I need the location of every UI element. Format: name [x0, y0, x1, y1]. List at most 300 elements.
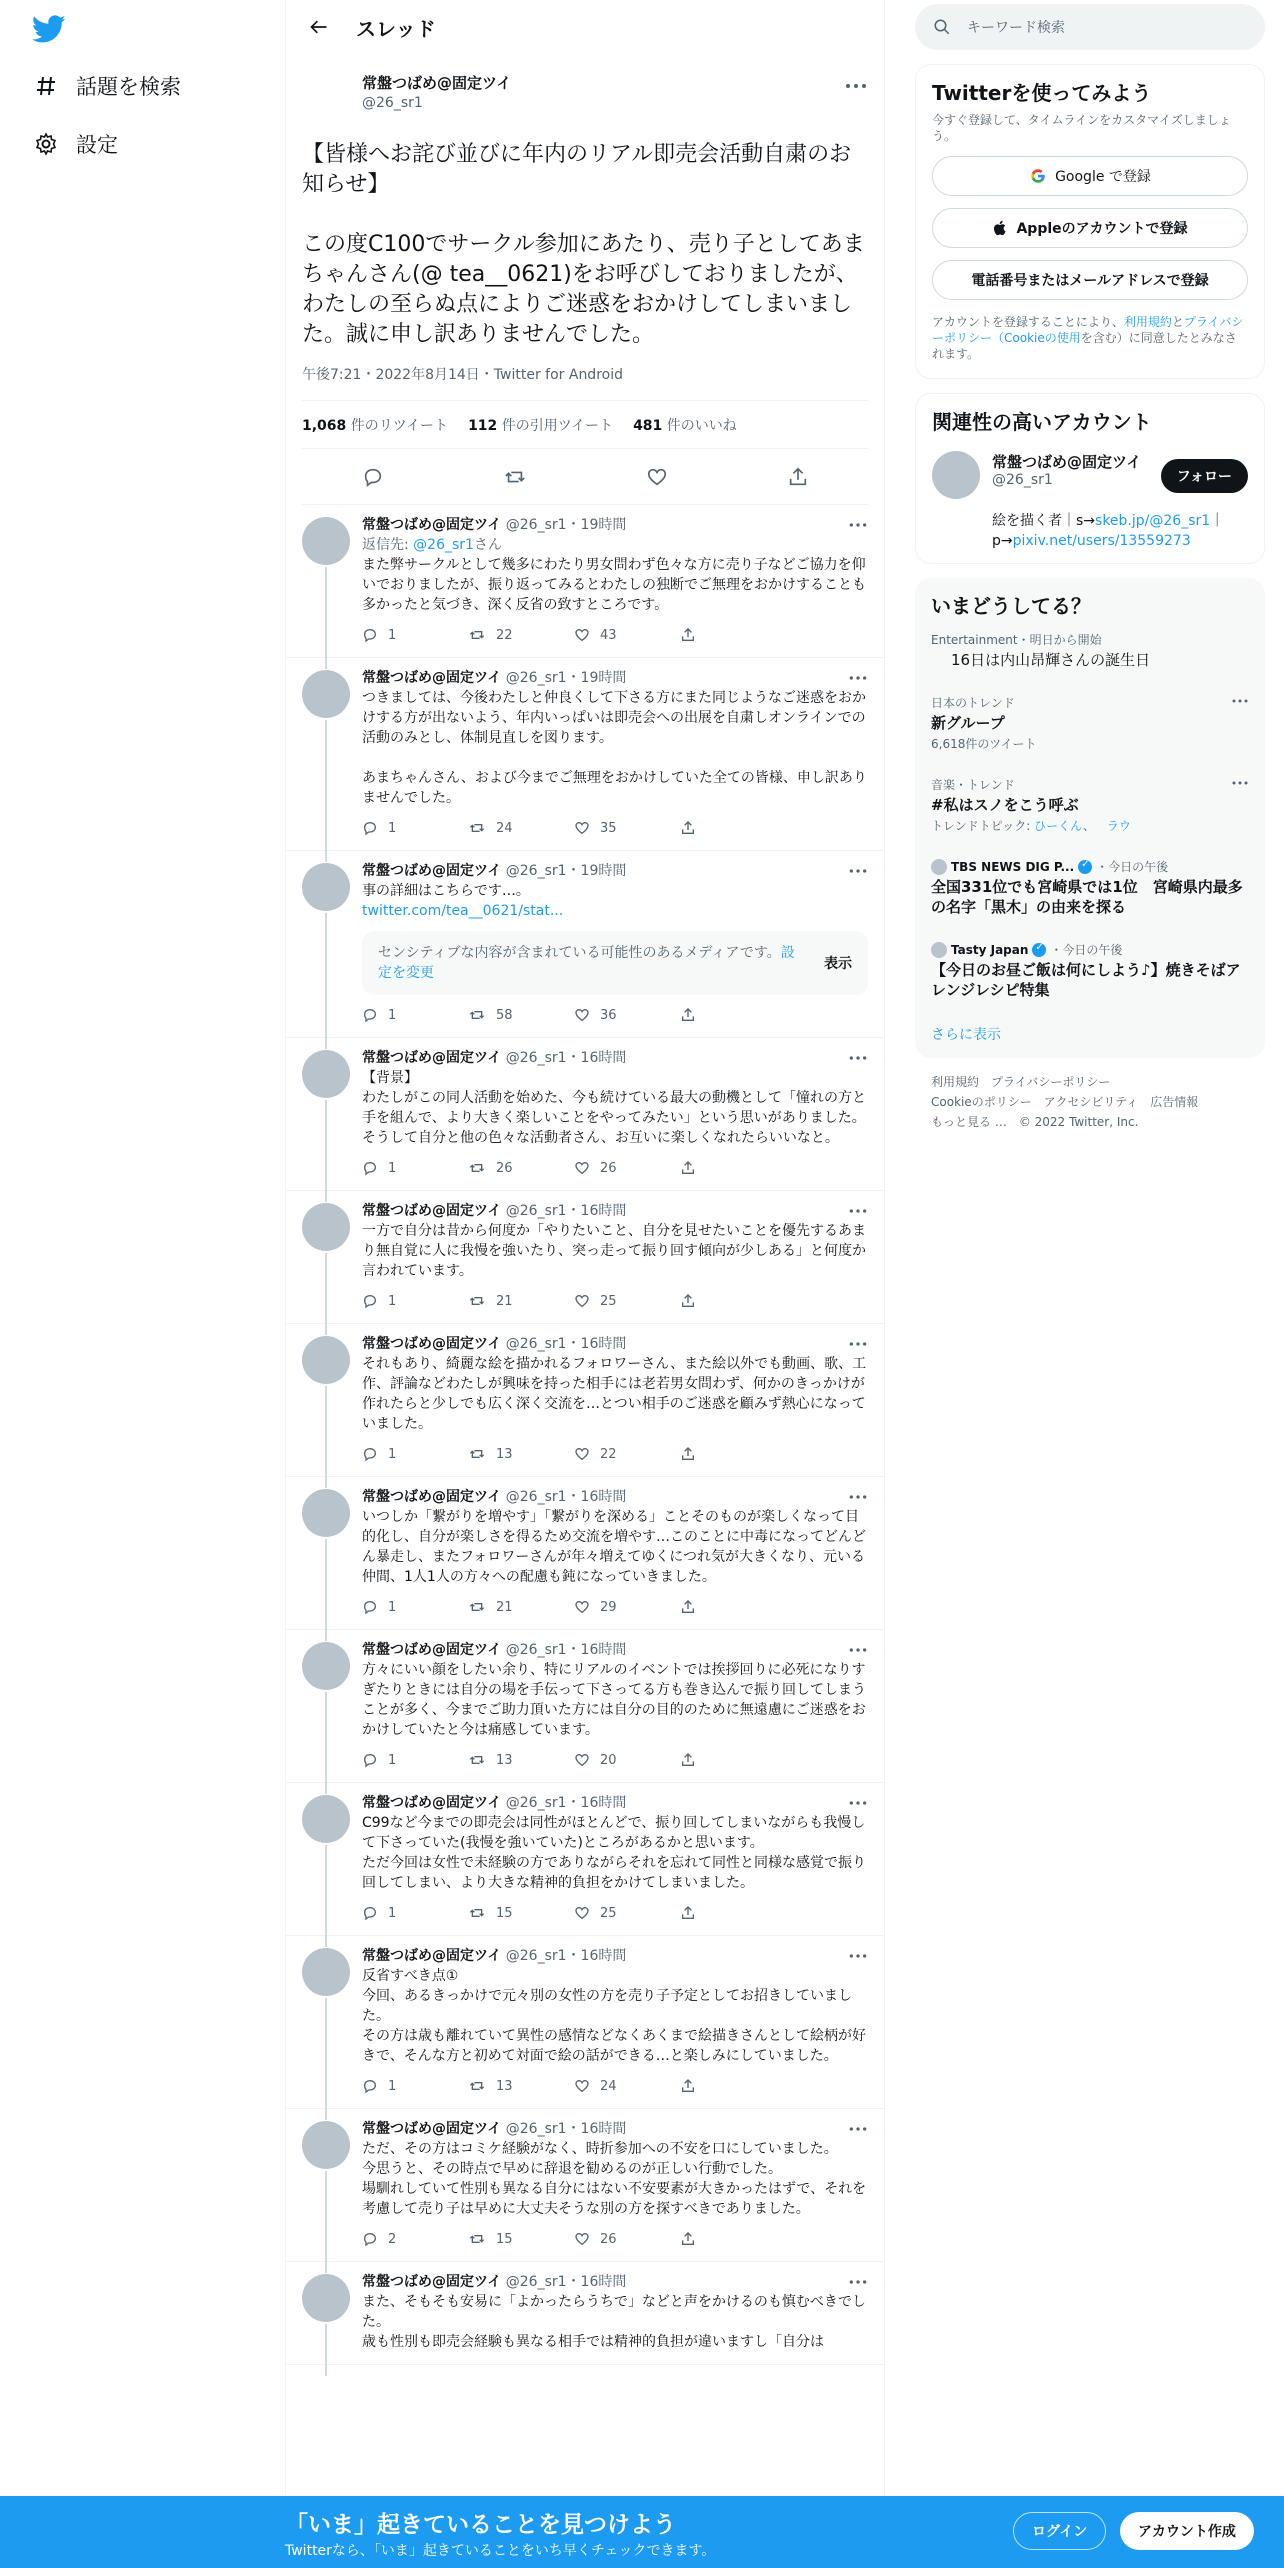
like-icon[interactable] — [574, 2078, 590, 2094]
reply-author-handle[interactable]: @26_sr1 — [505, 2274, 567, 2290]
avatar[interactable] — [302, 863, 350, 911]
reply-author-handle[interactable]: @26_sr1 — [505, 1203, 567, 1219]
like-count: 24 — [600, 2078, 617, 2094]
retweet-icon[interactable] — [468, 1160, 486, 1176]
retweet-icon[interactable] — [468, 1752, 486, 1768]
google-signup-label: Google で登録 — [1055, 169, 1151, 185]
more-icon[interactable] — [848, 1491, 868, 1503]
quotes-stat[interactable] — [468, 415, 613, 435]
reply-header — [362, 1048, 868, 1068]
reply-author-name[interactable]: 常盤つばめ@固定ツイ — [362, 1050, 502, 1066]
share-action[interactable] — [680, 1007, 786, 1023]
trend-topics-prefix: トレンドトピック: — [931, 819, 1035, 833]
like-count: 22 — [600, 1446, 617, 1462]
create-account-button[interactable]: アカウント作成 — [1120, 2512, 1254, 2550]
avatar[interactable] — [302, 1948, 350, 1996]
reply-actions — [362, 1597, 868, 1617]
share-icon[interactable] — [680, 1599, 696, 1615]
retweet-action[interactable] — [468, 627, 574, 643]
reply-tweet[interactable] — [286, 658, 884, 851]
like-action[interactable] — [574, 2231, 680, 2247]
reply-tweet[interactable] — [286, 2109, 884, 2262]
retweet-icon[interactable] — [468, 1293, 486, 1309]
more-icon[interactable] — [848, 672, 868, 684]
avatar[interactable] — [302, 2274, 350, 2322]
reply-icon[interactable] — [362, 1599, 378, 1615]
share-icon[interactable] — [680, 1752, 696, 1768]
avatar[interactable] — [302, 1203, 350, 1251]
avatar[interactable] — [302, 1489, 350, 1537]
reply-action[interactable] — [362, 1752, 468, 1768]
footer-accessibility[interactable]: アクセシビリティ — [1043, 1095, 1139, 1109]
retweet-action[interactable] — [468, 2231, 574, 2247]
thread-header — [286, 0, 884, 54]
likes-stat[interactable] — [633, 415, 737, 435]
reply-tweet[interactable] — [286, 2262, 884, 2365]
share-icon[interactable] — [680, 1007, 696, 1023]
reply-text: 【背景】 わたしがこの同人活動を始めた、今も続けている最大の動機として「憧れの方と手を組んで、より大きく楽しいことをやってみたい」という思いがありました。 そうして自分と他の色々な活動者さん、お互いに楽しくなれたらいいなと。 — [362, 1070, 866, 1146]
retweet-action[interactable] — [468, 1905, 574, 1921]
nav-explore[interactable] — [32, 66, 181, 106]
share-action[interactable] — [680, 1446, 786, 1462]
signup-legal-note — [932, 314, 1248, 362]
retweet-count: 13 — [496, 2078, 513, 2094]
reply-action[interactable] — [362, 2231, 468, 2247]
retweet-count: 26 — [496, 1160, 513, 1176]
reply-author-name[interactable]: 常盤つばめ@固定ツイ — [362, 517, 502, 533]
more-icon[interactable] — [844, 78, 868, 94]
like-count: 43 — [600, 627, 617, 643]
trend-item[interactable] — [915, 764, 1265, 846]
related-user-handle[interactable]: @26_sr1 — [992, 472, 1053, 488]
reply-tweet[interactable] — [286, 1477, 884, 1630]
like-icon[interactable] — [574, 2231, 590, 2247]
share-icon[interactable] — [680, 2078, 696, 2094]
trends-title: いまどうしてる？ — [931, 594, 1091, 618]
reply-header — [362, 1640, 868, 1660]
share-icon[interactable] — [680, 1446, 696, 1462]
reply-author-name[interactable]: 常盤つばめ@固定ツイ — [362, 1489, 502, 1505]
reply-action[interactable] — [362, 820, 468, 836]
reply-count: 1 — [388, 1160, 397, 1176]
reply-time[interactable]: ・16時間 — [566, 1642, 627, 1658]
reply-tweet[interactable] — [286, 1324, 884, 1477]
retweets-stat[interactable] — [302, 415, 448, 435]
retweet-action[interactable] — [468, 1293, 574, 1309]
reply-time[interactable]: ・19時間 — [566, 863, 627, 879]
share-action[interactable] — [680, 1905, 786, 1921]
related-user-bio — [932, 511, 1248, 551]
reply-icon[interactable] — [362, 466, 384, 488]
avatar[interactable] — [302, 2121, 350, 2169]
share-action[interactable] — [680, 627, 786, 643]
reply-author-handle[interactable]: @26_sr1 — [505, 1948, 567, 1964]
related-user[interactable] — [932, 451, 1248, 499]
sensitive-warning-text: センシティブな内容が含まれている可能性のあるメディアです。 — [378, 945, 781, 961]
reply-actions — [362, 1903, 868, 1923]
more-icon[interactable] — [1231, 696, 1249, 706]
main-tweet-user[interactable] — [302, 72, 868, 116]
footer-terms[interactable]: 利用規約 — [931, 1075, 980, 1089]
phone-email-signup-label: 電話番号またはメールアドレスで登録 — [971, 273, 1209, 289]
change-settings-link[interactable]: 設定を変更 — [378, 945, 795, 981]
reply-count: 1 — [388, 1446, 397, 1462]
banner-title: 「いま」起きていることを見つけよう — [285, 2512, 676, 2538]
main-tweet-name[interactable]: 常盤つばめ@固定ツイ — [362, 74, 512, 92]
share-action[interactable] — [680, 2231, 786, 2247]
like-action[interactable] — [574, 1446, 680, 1462]
like-action[interactable] — [574, 2078, 680, 2094]
reply-link[interactable]: twitter.com/tea__0621/stat... — [362, 903, 564, 919]
reply-header — [362, 1487, 868, 1507]
like-icon[interactable] — [574, 1007, 590, 1023]
reply-author-name[interactable]: 常盤つばめ@固定ツイ — [362, 2121, 502, 2137]
like-count: 26 — [600, 2231, 617, 2247]
reply-action[interactable] — [362, 1007, 468, 1023]
apple-signup-button[interactable] — [932, 208, 1248, 248]
show-media-button[interactable]: 表示 — [824, 956, 852, 972]
nav-settings[interactable] — [32, 124, 118, 164]
main-tweet-text: 【皆様へお詫び並びに年内のリアル即売会活動自粛のお知らせ】 この度C100でサークル参加にあたり、売り子としてあまちゃんさん(@ tea__0621)をお呼びしておりましたが、わたしの至らぬ点によりご迷惑をおかけしてしまいました。誠に申し訳ありませんでした。 — [302, 142, 865, 347]
reply-icon[interactable] — [362, 1007, 378, 1023]
google-signup-button[interactable] — [932, 156, 1248, 196]
privacy-link[interactable]: プライバシーポリシー（Cookieの使用 — [932, 315, 1244, 345]
news-source-name: TBS NEWS DIG P... — [951, 859, 1075, 874]
retweet-count: 13 — [496, 1752, 513, 1768]
sensitive-media-warning — [362, 931, 868, 995]
twitter-logo-icon[interactable] — [32, 12, 66, 46]
share-icon[interactable] — [680, 2231, 696, 2247]
reply-tweet[interactable] — [286, 1936, 884, 2109]
retweet-count: 15 — [496, 2231, 513, 2247]
like-icon[interactable] — [574, 1160, 590, 1176]
thread-line — [325, 1845, 327, 1947]
like-icon[interactable] — [574, 1599, 590, 1615]
reply-author-handle[interactable]: @26_sr1 — [505, 863, 567, 879]
reply-action[interactable] — [362, 1905, 468, 1921]
reply-icon[interactable] — [362, 2078, 378, 2094]
like-action[interactable] — [574, 1007, 680, 1023]
signup-card-subtitle: 今すぐ登録して、タイムラインをカスタマイズしましょう。 — [932, 113, 1231, 143]
more-icon[interactable] — [848, 1205, 868, 1217]
like-count: 36 — [600, 1007, 617, 1023]
search-input[interactable]: キーワード検索 — [967, 20, 1065, 36]
news-source — [931, 941, 1249, 958]
trend-name: 16日は内山昂輝さんの誕生日 — [951, 651, 1151, 669]
avatar[interactable] — [302, 670, 350, 718]
reply-icon[interactable] — [362, 627, 378, 643]
reply-author-handle[interactable]: @26_sr1 — [505, 1795, 567, 1811]
like-icon[interactable] — [574, 1905, 590, 1921]
reply-text: 反省すべき点① 今回、あるきっかけで元々別の女性の方を売り子予定としてお招きしていました。 その方は歳も離れていて異性の感情などなくあくまで絵描きさんとして絵柄が好きで、そんな方と初めて対面で絵の話ができる…と楽しみにしていました。 — [362, 1968, 866, 2064]
news-item[interactable] — [915, 929, 1265, 1012]
reply-author-name[interactable]: 常盤つばめ@固定ツイ — [362, 1203, 502, 1219]
like-count: 26 — [600, 1160, 617, 1176]
avatar[interactable] — [302, 517, 350, 565]
avatar[interactable] — [302, 1795, 350, 1843]
reply-count: 1 — [388, 820, 397, 836]
more-icon[interactable] — [848, 2276, 868, 2288]
like-count: 29 — [600, 1599, 617, 1615]
trend-item[interactable] — [915, 682, 1265, 764]
bio-link-pixiv[interactable]: pixiv.net/users/13559273 — [1012, 533, 1191, 549]
trend-topic-link[interactable]: ラウ — [1106, 819, 1131, 833]
reply-action[interactable] — [362, 2078, 468, 2094]
reply-count: 2 — [388, 2231, 397, 2247]
apple-signup-label: Appleのアカウントで登録 — [1016, 221, 1188, 237]
more-icon[interactable] — [848, 1338, 868, 1350]
more-icon[interactable] — [1231, 778, 1249, 788]
reply-author-name[interactable]: 常盤つばめ@固定ツイ — [362, 1642, 502, 1658]
like-icon[interactable] — [574, 1446, 590, 1462]
retweet-icon[interactable] — [468, 2078, 486, 2094]
reply-actions — [362, 1750, 868, 1770]
footer — [915, 1058, 1265, 1146]
like-icon[interactable] — [646, 466, 668, 488]
reply-header — [362, 2272, 868, 2292]
reply-author-handle[interactable]: @26_sr1 — [505, 1489, 567, 1505]
reply-author-name[interactable]: 常盤つばめ@固定ツイ — [362, 1795, 502, 1811]
reply-author-name[interactable]: 常盤つばめ@固定ツイ — [362, 1336, 502, 1352]
reply-time[interactable]: ・16時間 — [566, 1948, 627, 1964]
likes-count: 481 — [633, 417, 663, 434]
reply-time[interactable]: ・19時間 — [566, 517, 627, 533]
share-icon[interactable] — [680, 1160, 696, 1176]
retweet-icon[interactable] — [468, 2231, 486, 2247]
share-action[interactable] — [680, 1599, 786, 1615]
reply-author-name[interactable]: 常盤つばめ@固定ツイ — [362, 863, 502, 879]
avatar[interactable] — [932, 451, 980, 499]
terms-link[interactable]: 利用規約 — [1123, 315, 1172, 329]
share-action[interactable] — [680, 820, 786, 836]
reply-icon[interactable] — [362, 820, 378, 836]
reply-time[interactable]: ・16時間 — [566, 1336, 627, 1352]
retweet-action[interactable] — [468, 1007, 574, 1023]
trend-category: 日本のトレンド — [931, 696, 1015, 710]
news-time: ・今日の午後 — [1096, 860, 1169, 874]
reply-tweet[interactable] — [286, 1783, 884, 1936]
reply-tweet[interactable] — [286, 505, 884, 658]
reply-action[interactable] — [362, 627, 468, 643]
reply-tweet[interactable] — [286, 1630, 884, 1783]
footer-cookie[interactable]: Cookieのポリシー — [931, 1095, 1032, 1109]
reply-icon[interactable] — [362, 1293, 378, 1309]
retweet-action[interactable] — [468, 1446, 574, 1462]
nav-explore-label: 話題を検索 — [76, 75, 181, 99]
retweet-action[interactable] — [468, 2078, 574, 2094]
google-icon — [1029, 167, 1047, 185]
reply-actions — [362, 1444, 868, 1464]
reply-header — [362, 1946, 868, 1966]
reply-time[interactable]: ・16時間 — [566, 1795, 627, 1811]
reply-to-suffix: さん — [473, 537, 502, 553]
reply-time[interactable]: ・16時間 — [566, 2121, 627, 2137]
trend-topic-link[interactable]: ひーくん — [1034, 819, 1083, 833]
reply-author-handle[interactable]: @26_sr1 — [505, 517, 567, 533]
thread-line — [325, 913, 327, 1049]
reply-count: 1 — [388, 1599, 397, 1615]
more-icon[interactable] — [848, 1950, 868, 1962]
reply-count: 1 — [388, 1293, 397, 1309]
like-action[interactable] — [574, 1293, 680, 1309]
like-action[interactable] — [574, 627, 680, 643]
reply-action[interactable] — [362, 1293, 468, 1309]
source-avatar — [931, 859, 947, 875]
retweet-icon[interactable] — [468, 1007, 486, 1023]
share-action[interactable] — [680, 1293, 786, 1309]
reply-count: 1 — [388, 2078, 397, 2094]
banner-subtitle: Twitterなら、「いま」起きていることをいち早くチェックできます。 — [285, 2543, 716, 2559]
news-source-name: Tasty Japan — [951, 942, 1029, 957]
reply-time[interactable]: ・19時間 — [566, 670, 627, 686]
retweet-icon[interactable] — [468, 627, 486, 643]
retweet-count: 21 — [496, 1599, 513, 1615]
main-tweet-meta[interactable]: 午後7:21・2022年8月14日・Twitter for Android — [302, 364, 868, 401]
reply-text: いつしか「繋がりを増やす」「繋がりを深める」ことそのものが楽しくなって目的化し、自分が楽しさを得るため交流を増やす…このことに中毒になってどんどん暴走し、またフォロワーさんが年々増えてゆくにつれ気が大きくなり、元いる仲間、1人1人の方々への配慮も鈍になっていきました。 — [362, 1509, 866, 1585]
retweet-action[interactable] — [468, 1752, 574, 1768]
reply-tweet[interactable] — [286, 1038, 884, 1191]
footer-privacy[interactable]: プライバシーポリシー — [991, 1075, 1111, 1089]
reply-time[interactable]: ・16時間 — [566, 1050, 627, 1066]
legal-suffix: を含む）に同意したとみなされます。 — [932, 331, 1237, 361]
reply-author-handle[interactable]: @26_sr1 — [505, 1336, 567, 1352]
like-icon[interactable] — [574, 627, 590, 643]
reply-to-line — [362, 535, 868, 555]
thread-column — [285, 0, 885, 2568]
search-box[interactable] — [915, 4, 1265, 50]
avatar[interactable] — [302, 1642, 350, 1690]
right-sidebar — [915, 0, 1265, 1146]
share-action[interactable] — [680, 1752, 786, 1768]
reply-time[interactable]: ・16時間 — [566, 1489, 627, 1505]
reply-header — [362, 2119, 868, 2139]
like-icon[interactable] — [574, 1752, 590, 1768]
reply-text: 一方で自分は昔から何度か「やりたいこと、自分を見せたいことを優先するあまり無自覚に人に我慢を強いたり、突っ走って振り回す傾向が少しある」と何度か言われています。 — [362, 1223, 866, 1279]
related-user-name[interactable]: 常盤つばめ@固定ツイ — [992, 453, 1142, 471]
share-icon[interactable] — [680, 1905, 696, 1921]
avatar[interactable] — [302, 1336, 350, 1384]
reply-actions — [362, 1158, 868, 1178]
reply-action[interactable] — [362, 1599, 468, 1615]
trend-category: 音楽・トレンド — [931, 778, 1015, 792]
reply-author-name[interactable]: 常盤つばめ@固定ツイ — [362, 670, 502, 686]
reply-text: C99など今までの即売会は同性がほとんどで、振り回してしまいながらも我慢して下さっていた(我慢を強いていた)ところがあるかと思います。 ただ今回は女性で未経験の方でありながらそれを忘れて同性と同様な感覚で振り回してしまい、より大きな精神的負担をかけてしまいました。 — [362, 1815, 866, 1891]
reply-time[interactable]: ・16時間 — [566, 2274, 627, 2290]
reply-icon[interactable] — [362, 2231, 378, 2247]
reply-author-handle[interactable]: @26_sr1 — [505, 2121, 567, 2137]
thread-line — [325, 1386, 327, 1488]
like-action[interactable] — [574, 1599, 680, 1615]
retweet-icon[interactable] — [468, 1599, 486, 1615]
login-button[interactable]: ログイン — [1013, 2512, 1106, 2550]
like-icon[interactable] — [574, 1293, 590, 1309]
share-icon[interactable] — [787, 466, 809, 488]
thread-line — [325, 1100, 327, 1202]
like-action[interactable] — [574, 1905, 680, 1921]
trends-card — [915, 578, 1265, 1058]
reply-author-handle[interactable]: @26_sr1 — [505, 670, 567, 686]
nav-settings-label: 設定 — [76, 133, 118, 157]
reply-author-handle[interactable]: @26_sr1 — [505, 1050, 567, 1066]
reply-header — [362, 861, 868, 881]
retweet-icon[interactable] — [468, 1446, 486, 1462]
main-tweet-stats — [302, 401, 868, 449]
show-more-link[interactable]: さらに表示 — [931, 1027, 1001, 1043]
retweet-icon[interactable] — [503, 466, 527, 488]
reply-icon[interactable] — [362, 1160, 378, 1176]
more-icon[interactable] — [848, 1052, 868, 1064]
reply-to-handle[interactable]: @26_sr1 — [413, 537, 474, 553]
news-title: 【今日のお昼ご飯は何にしよう♪】焼きそばアレンジレシピ特集 — [931, 961, 1241, 999]
share-icon[interactable] — [680, 627, 696, 643]
follow-button[interactable]: フォロー — [1161, 459, 1248, 493]
footer-more[interactable]: もっと見る … — [931, 1115, 1007, 1129]
retweet-action[interactable] — [468, 1599, 574, 1615]
search-icon — [933, 18, 951, 36]
reply-icon[interactable] — [362, 1446, 378, 1462]
reply-tweet[interactable] — [286, 851, 884, 1038]
reply-text: 方々にいい顔をしたい余り、特にリアルのイベントでは挨拶回りに必死になりすぎたりときには自分の場を手伝って下さってる方も巻き込んで振り回してしまうことが多く、今までご助力頂いた方には自分の目的のために無遠慮にご迷惑をおかけしていたと今は痛感しています。 — [362, 1662, 866, 1738]
reply-header — [362, 1201, 868, 1221]
more-icon[interactable] — [848, 865, 868, 877]
reply-icon[interactable] — [362, 1752, 378, 1768]
news-item[interactable] — [915, 846, 1265, 929]
share-icon[interactable] — [680, 1293, 696, 1309]
legal-and: と — [1171, 315, 1184, 329]
reply-tweet[interactable] — [286, 1191, 884, 1324]
trend-name: 新グループ — [931, 714, 1005, 732]
retweet-icon[interactable] — [468, 1905, 486, 1921]
reply-author-name[interactable]: 常盤つばめ@固定ツイ — [362, 1948, 502, 1964]
more-icon[interactable] — [848, 1644, 868, 1656]
share-action[interactable] — [680, 1160, 786, 1176]
reply-author-handle[interactable]: @26_sr1 — [505, 1642, 567, 1658]
like-action[interactable] — [574, 1160, 680, 1176]
back-arrow-icon[interactable] — [302, 10, 336, 44]
reply-action[interactable] — [362, 1446, 468, 1462]
reply-icon[interactable] — [362, 1905, 378, 1921]
more-icon[interactable] — [848, 519, 868, 531]
signup-banner — [0, 2496, 1284, 2568]
retweet-action[interactable] — [468, 820, 574, 836]
trend-item[interactable] — [915, 619, 1265, 682]
more-icon[interactable] — [848, 2123, 868, 2135]
reply-actions — [362, 1005, 868, 1025]
retweet-icon[interactable] — [468, 820, 486, 836]
share-icon[interactable] — [680, 820, 696, 836]
related-title: 関連性の高いアカウント — [932, 410, 1152, 434]
like-icon[interactable] — [574, 820, 590, 836]
bio-link-skeb[interactable]: skeb.jp/@26_sr1 — [1095, 513, 1211, 529]
retweet-action[interactable] — [468, 1160, 574, 1176]
avatar[interactable] — [302, 1050, 350, 1098]
like-action[interactable] — [574, 1752, 680, 1768]
reply-author-name[interactable]: 常盤つばめ@固定ツイ — [362, 2274, 502, 2290]
news-source — [931, 858, 1249, 875]
like-action[interactable] — [574, 820, 680, 836]
reply-actions — [362, 2229, 868, 2249]
more-icon[interactable] — [848, 1797, 868, 1809]
reply-action[interactable] — [362, 1160, 468, 1176]
thread-line — [325, 720, 327, 862]
like-count: 25 — [600, 1293, 617, 1309]
main-tweet-handle[interactable]: @26_sr1 — [362, 95, 423, 111]
retweet-count: 13 — [496, 1446, 513, 1462]
share-action[interactable] — [680, 2078, 786, 2094]
phone-email-signup-button[interactable] — [932, 260, 1248, 300]
footer-ads[interactable]: 広告情報 — [1150, 1095, 1199, 1109]
reply-time[interactable]: ・16時間 — [566, 1203, 627, 1219]
